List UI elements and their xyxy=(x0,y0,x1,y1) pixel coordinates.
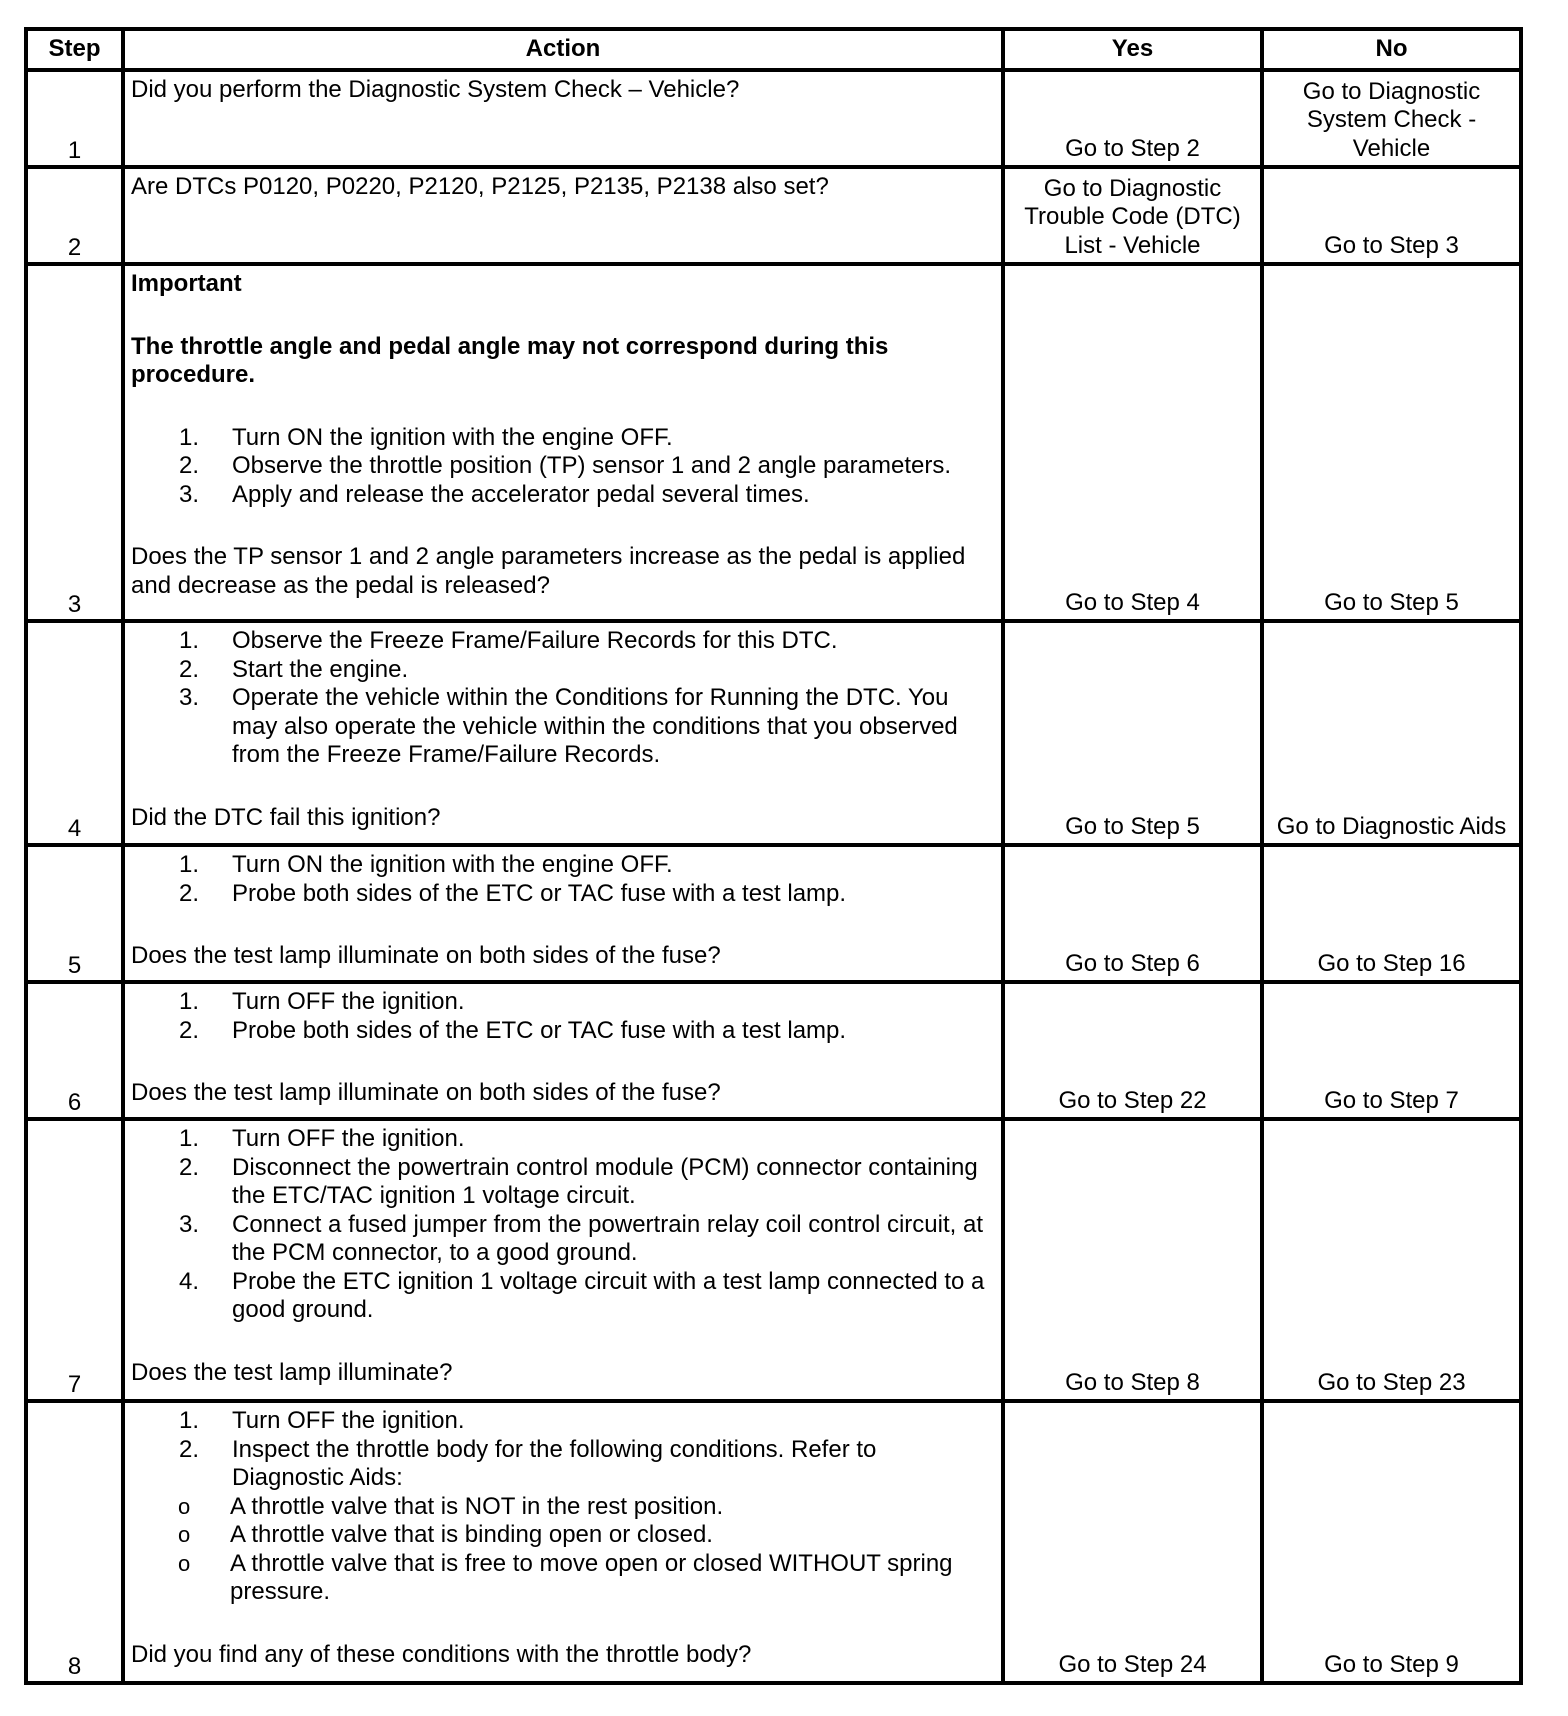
no-cell: Go to Step 3 xyxy=(1262,167,1521,264)
list-item xyxy=(131,1493,995,1522)
item-text: Probe the ETC ignition 1 voltage circuit with a test lamp connected to a good ground. xyxy=(232,1267,985,1323)
bullet-icon: o xyxy=(178,1522,191,1547)
item-text: Inspect the throttle body for the following conditions. Refer to Diagnostic Aids: xyxy=(232,1435,877,1491)
step-number: 4 xyxy=(26,621,123,845)
step-number: 1 xyxy=(26,70,123,167)
yes-cell: Go to Step 22 xyxy=(1003,982,1262,1119)
table-row xyxy=(26,1401,1521,1683)
diagnostic-table xyxy=(24,27,1523,1685)
yes-cell: Go to Step 8 xyxy=(1003,1119,1262,1401)
item-number: 2. xyxy=(179,1435,200,1463)
list-item xyxy=(131,988,995,1017)
item-number: 1. xyxy=(179,1125,200,1152)
step-number: 6 xyxy=(26,982,123,1119)
action-cell xyxy=(123,70,1003,167)
action-question: Did the DTC fail this ignition? xyxy=(131,803,441,831)
list-item xyxy=(131,481,995,510)
action-question: Does the test lamp illuminate? xyxy=(131,1358,453,1386)
bullet-icon: o xyxy=(178,1493,191,1519)
action-cell xyxy=(123,1119,1003,1401)
header-row xyxy=(26,29,1521,70)
header-action: Action xyxy=(123,29,1003,70)
list-item xyxy=(131,1154,995,1211)
yes-cell: Go to Diagnostic Trouble Code (DTC) List - Vehicle xyxy=(1003,167,1262,264)
list-item xyxy=(131,684,995,770)
header-step: Step xyxy=(26,29,123,70)
action-question: Does the TP sensor 1 and 2 angle parameters increase as the pedal is applied and decrease as the pedal is released? xyxy=(131,543,966,599)
item-number: 4. xyxy=(179,1267,200,1295)
item-number: 3. xyxy=(179,1210,200,1238)
item-text: A throttle valve that is free to move open or closed WITHOUT spring pressure. xyxy=(230,1549,953,1605)
list-item xyxy=(131,452,995,481)
yes-cell: Go to Step 24 xyxy=(1003,1401,1262,1683)
item-number: 2. xyxy=(179,879,200,907)
header-no: No xyxy=(1262,29,1521,70)
procedure-list xyxy=(131,988,995,1045)
list-item xyxy=(131,1017,995,1046)
item-number: 1. xyxy=(179,988,200,1015)
action-cell xyxy=(123,982,1003,1119)
action-question: Does the test lamp illuminate on both sides of the fuse? xyxy=(131,1079,721,1106)
important-label: Important xyxy=(131,270,242,297)
item-text: Apply and release the accelerator pedal several times. xyxy=(232,480,810,508)
item-text: Start the engine. xyxy=(232,655,409,683)
diagnostic-page xyxy=(24,27,1523,1685)
table-row xyxy=(26,982,1521,1119)
item-number: 1. xyxy=(179,627,200,654)
no-cell: Go to Diagnostic Aids xyxy=(1262,621,1521,845)
item-number: 2. xyxy=(179,452,200,479)
item-number: 3. xyxy=(179,684,200,711)
list-item xyxy=(131,851,995,880)
item-text: Connect a fused jumper from the powertrain relay coil control circuit, at the PCM connector, to a good ground. xyxy=(232,1210,983,1266)
item-text: Disconnect the powertrain control module (PCM) connector containing the ETC/TAC ignition 1 voltage circuit. xyxy=(232,1153,978,1209)
step-number: 5 xyxy=(26,845,123,982)
item-text: Observe the Freeze Frame/Failure Records for this DTC. xyxy=(232,627,838,654)
list-item xyxy=(131,1550,995,1607)
header-yes: Yes xyxy=(1003,29,1262,70)
yes-cell: Go to Step 5 xyxy=(1003,621,1262,845)
important-note: The throttle angle and pedal angle may not correspond during this procedure. xyxy=(131,332,889,388)
item-text: A throttle valve that is NOT in the rest position. xyxy=(230,1492,724,1520)
step-number: 2 xyxy=(26,167,123,264)
item-text: Turn ON the ignition with the engine OFF. xyxy=(232,423,673,451)
list-item xyxy=(131,1125,995,1154)
item-text: Turn OFF the ignition. xyxy=(232,988,465,1015)
item-number: 2. xyxy=(179,655,200,683)
no-cell: Go to Step 23 xyxy=(1262,1119,1521,1401)
item-text: Probe both sides of the ETC or TAC fuse with a test lamp. xyxy=(232,1016,847,1044)
procedure-list xyxy=(131,627,995,770)
list-item xyxy=(131,1211,995,1268)
table-row xyxy=(26,70,1521,167)
action-cell xyxy=(123,264,1003,621)
procedure-list xyxy=(131,851,995,908)
procedure-list xyxy=(131,424,995,510)
item-text: Turn OFF the ignition. xyxy=(232,1407,465,1434)
step-number: 8 xyxy=(26,1401,123,1683)
item-text: A throttle valve that is binding open or closed. xyxy=(230,1521,713,1548)
item-text: Observe the throttle position (TP) sensor 1 and 2 angle parameters. xyxy=(232,452,952,479)
action-question: Does the test lamp illuminate on both sides of the fuse? xyxy=(131,942,721,969)
procedure-list xyxy=(131,1125,995,1325)
list-item xyxy=(131,627,995,656)
list-item xyxy=(131,656,995,685)
item-number: 3. xyxy=(179,480,200,508)
item-text: Turn ON the ignition with the engine OFF. xyxy=(232,851,673,878)
table-row xyxy=(26,621,1521,845)
action-cell xyxy=(123,845,1003,982)
item-text: Probe both sides of the ETC or TAC fuse with a test lamp. xyxy=(232,879,847,907)
no-cell: Go to Diagnostic System Check - Vehicle xyxy=(1262,70,1521,167)
list-item xyxy=(131,1268,995,1325)
yes-cell: Go to Step 4 xyxy=(1003,264,1262,621)
table-row xyxy=(26,1119,1521,1401)
item-text: Turn OFF the ignition. xyxy=(232,1125,465,1152)
step-number: 7 xyxy=(26,1119,123,1401)
yes-cell: Go to Step 6 xyxy=(1003,845,1262,982)
condition-list xyxy=(131,1493,995,1607)
step-number: 3 xyxy=(26,264,123,621)
list-item xyxy=(131,1521,995,1550)
no-cell: Go to Step 16 xyxy=(1262,845,1521,982)
table-row xyxy=(26,167,1521,264)
list-item xyxy=(131,424,995,453)
item-number: 1. xyxy=(179,851,200,878)
list-item xyxy=(131,1436,995,1493)
procedure-list xyxy=(131,1407,995,1493)
list-item xyxy=(131,1407,995,1436)
action-cell xyxy=(123,621,1003,845)
action-cell xyxy=(123,167,1003,264)
bullet-icon: o xyxy=(178,1550,191,1576)
action-cell xyxy=(123,1401,1003,1683)
item-number: 1. xyxy=(179,1407,200,1434)
action-question: Did you find any of these conditions with the throttle body? xyxy=(131,1640,752,1668)
item-text: Operate the vehicle within the Conditions for Running the DTC. You may also operate the vehicle within the conditions that you observed from the Freeze Frame/Failure Records. xyxy=(232,684,958,768)
no-cell: Go to Step 5 xyxy=(1262,264,1521,621)
table-row xyxy=(26,845,1521,982)
no-cell: Go to Step 9 xyxy=(1262,1401,1521,1683)
action-question: Did you perform the Diagnostic System Check – Vehicle? xyxy=(131,76,740,103)
yes-cell: Go to Step 2 xyxy=(1003,70,1262,167)
action-question: Are DTCs P0120, P0220, P2120, P2125, P2135, P2138 also set? xyxy=(131,173,829,200)
table-row xyxy=(26,264,1521,621)
item-number: 1. xyxy=(179,423,200,451)
item-number: 2. xyxy=(179,1016,200,1044)
item-number: 2. xyxy=(179,1153,200,1181)
no-cell: Go to Step 7 xyxy=(1262,982,1521,1119)
list-item xyxy=(131,880,995,909)
